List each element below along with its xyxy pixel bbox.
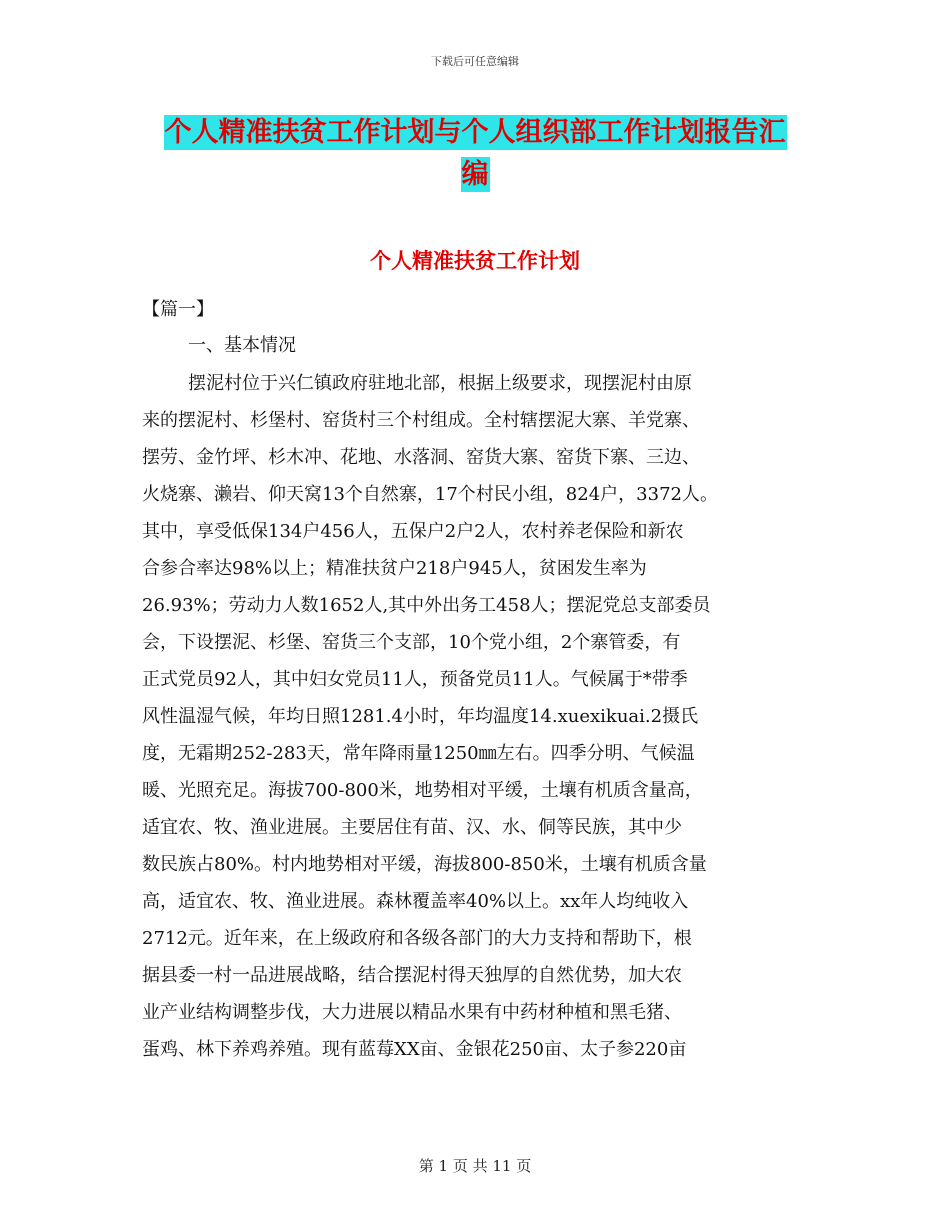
body-line: 风性温湿气候，年均日照1281.4小时，年均温度14.xuexikuai.2摄氏 <box>142 706 699 727</box>
body-line: 暖、光照充足。海拔700-800米，地势相对平缓，土壤有机质含量高， <box>142 780 703 801</box>
document-title-line2 <box>0 152 950 198</box>
subheading: 一、基本情况 <box>188 335 296 356</box>
header-note: 下载后可任意编辑 <box>431 55 519 68</box>
body-line: 数民族占80%。村内地势相对平缓，海拔800-850米，土壤有机质含量 <box>142 854 707 875</box>
body-line: 度，无霜期252-283天，常年降雨量1250㎜左右。四季分明、气候温 <box>142 743 695 764</box>
body-line: 合参合率达98%以上；精准扶贫户218户945人，贫困发生率为 <box>142 558 647 579</box>
body-line: 火烧寨、濑岩、仰天窝13个自然寨，17个村民小组，824户，3372人。 <box>142 484 718 505</box>
page-footer: 第 1 页 共 11 页 <box>418 1157 532 1175</box>
section-title: 个人精准扶贫工作计划 <box>370 249 580 273</box>
body-line: 其中，享受低保134户456人，五保户2户2人，农村养老保险和新农 <box>142 521 684 542</box>
body-line: 来的摆泥村、杉堡村、窑货村三个村组成。全村辖摆泥大寨、羊党寨、 <box>142 410 700 431</box>
body-line: 26.93%；劳动力人数1652人,其中外出务工458人；摆泥党总支部委员 <box>142 595 711 616</box>
part-label: 【篇一】 <box>142 299 214 320</box>
body-line: 摆泥村位于兴仁镇政府驻地北部，根据上级要求，现摆泥村由原 <box>188 373 692 394</box>
document-title-line1 <box>0 110 950 156</box>
body-line: 摆劳、金竹坪、杉木冲、花地、水落洞、窑货大寨、窑货下寨、三边、 <box>142 447 700 468</box>
document-title-text-1: 个人精准扶贫工作计划与个人组织部工作计划报告汇 <box>164 117 786 148</box>
document-title-text-2: 编 <box>461 159 489 190</box>
body-line: 2712元。近年来，在上级政府和各级各部门的大力支持和帮助下，根 <box>142 928 692 949</box>
body-line: 高，适宜农、牧、渔业进展。森林覆盖率40%以上。xx年人均纯收入 <box>142 891 689 912</box>
body-line: 适宜农、牧、渔业进展。主要居住有苗、汉、水、侗等民族，其中少 <box>142 817 682 838</box>
body-line: 据县委一村一品进展战略，结合摆泥村得天独厚的自然优势，加大农 <box>142 965 682 986</box>
body-line: 业产业结构调整步伐，大力进展以精品水果有中药材种植和黑毛猪、 <box>142 1002 682 1023</box>
body-line: 正式党员92人，其中妇女党员11人，预备党员11人。气候属于*带季 <box>142 669 688 690</box>
body-line: 会，下设摆泥、杉堡、窑货三个支部，10个党小组，2个寨管委，有 <box>142 632 681 653</box>
body-line: 蛋鸡、林下养鸡养殖。现有蓝莓XX亩、金银花250亩、太子参220亩 <box>142 1039 687 1060</box>
